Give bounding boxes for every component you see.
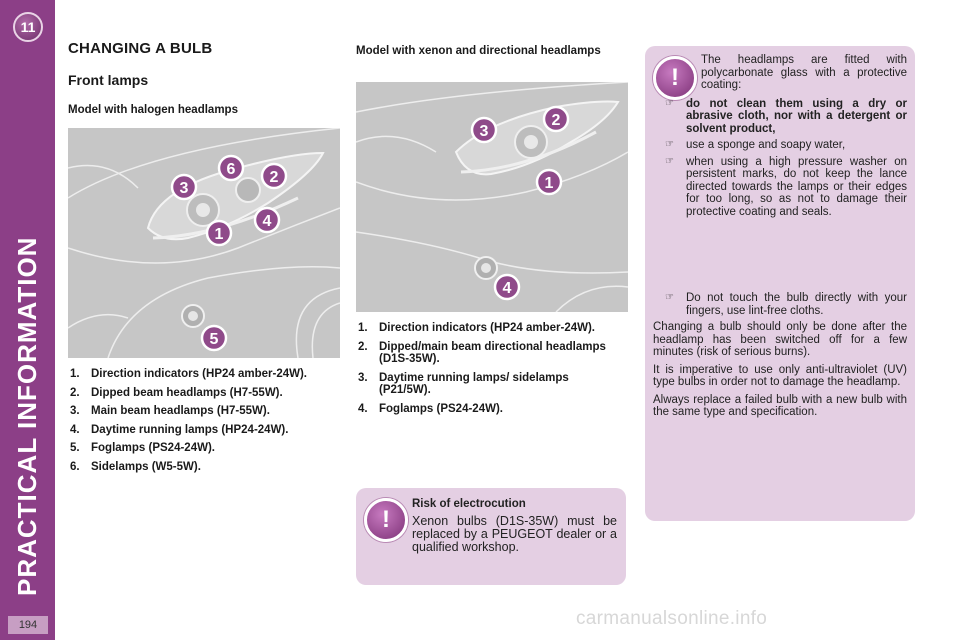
- risk-body: Xenon bulbs (D1S-35W) must be replaced by a PEUGEOT dealer or a qualified workshop.: [412, 513, 617, 554]
- halogen-callout-6: 6: [226, 161, 236, 178]
- list-item: ☞ use a sponge and soapy water,: [665, 139, 846, 151]
- risk-title: Risk of electrocution: [412, 498, 526, 510]
- list-item: 5. Foglamps (PS24-24W).: [70, 442, 215, 454]
- halogen-headlamp-photo: [68, 128, 340, 358]
- xenon-title: Model with xenon and directional headlamps: [356, 45, 601, 57]
- halogen-callout-3: 3: [179, 180, 189, 197]
- list-item: 1. Direction indicators (HP24 amber-24W).: [358, 322, 595, 334]
- halogen-callout-5: 5: [209, 331, 219, 348]
- section-title: Front lamps: [68, 72, 149, 88]
- care-paragraph: Changing a bulb should only be done after the headlamp has been switched off for a few minutes (risk of serious burns).: [653, 321, 907, 358]
- list-item: 2. Dipped/main beam directional headlamps (D1S-35W).: [358, 340, 606, 365]
- care-intro: The headlamps are fitted with polycarbonate glass with a protective coating:: [701, 54, 907, 91]
- chapter-title: PRACTICAL INFORMATION: [12, 236, 42, 596]
- chapter-sidebar: [0, 0, 55, 640]
- list-item: 3. Daytime running lamps/ sidelamps (P21/5W).: [358, 371, 569, 396]
- xenon-callout-2: 2: [551, 112, 561, 129]
- list-item: 6. Sidelamps (W5-5W).: [70, 460, 201, 473]
- exclamation-icon: !: [364, 498, 408, 542]
- halogen-callout-2: 2: [269, 169, 279, 186]
- list-item: 4. Foglamps (PS24-24W).: [358, 402, 503, 415]
- risk-notice-box: [356, 488, 626, 585]
- halogen-callout-1: 1: [214, 226, 224, 243]
- xenon-headlamp-photo: [356, 82, 628, 312]
- xenon-bulb-list: [356, 322, 618, 421]
- halogen-title: Model with halogen headlamps: [68, 104, 238, 116]
- list-item: ☞ do not clean them using a dry or abrasive cloth, nor with a detergent or solvent product,: [665, 97, 907, 135]
- list-item: 3. Main beam headlamps (H7-55W).: [70, 405, 270, 417]
- halogen-bulb-list: [68, 368, 340, 479]
- care-paragraph: It is imperative to use only anti-ultraviolet (UV) type bulbs in order not to damage the headlamp.: [653, 363, 907, 388]
- list-item: ☞ Do not touch the bulb directly with your fingers, use lint-free cloths.: [665, 292, 907, 317]
- watermark: carmanualsonline.info: [576, 608, 768, 629]
- exclamation-icon: !: [653, 56, 697, 100]
- xenon-callout-4: 4: [502, 280, 512, 297]
- halogen-callout-4: 4: [262, 213, 272, 230]
- page-number: 194: [8, 616, 48, 634]
- care-paragraph: Always replace a failed bulb with a new bulb with the same type and specification.: [653, 393, 907, 418]
- list-item: ☞ when using a high pressure washer on persistent marks, do not keep the lance directed towards the lamps or their edges for too long, so as not to damage their protective coating and seals.: [665, 155, 907, 218]
- care-notice-box: [645, 46, 915, 521]
- list-item: 2. Dipped beam headlamps (H7-55W).: [70, 386, 283, 399]
- xenon-callout-1: 1: [544, 175, 554, 192]
- xenon-callout-3: 3: [479, 123, 489, 140]
- list-item: 1. Direction indicators (HP24 amber-24W).: [70, 368, 307, 380]
- list-item: 4. Daytime running lamps (HP24-24W).: [70, 423, 289, 436]
- chapter-badge: 11: [13, 12, 43, 42]
- page-title: CHANGING A BULB: [68, 40, 213, 57]
